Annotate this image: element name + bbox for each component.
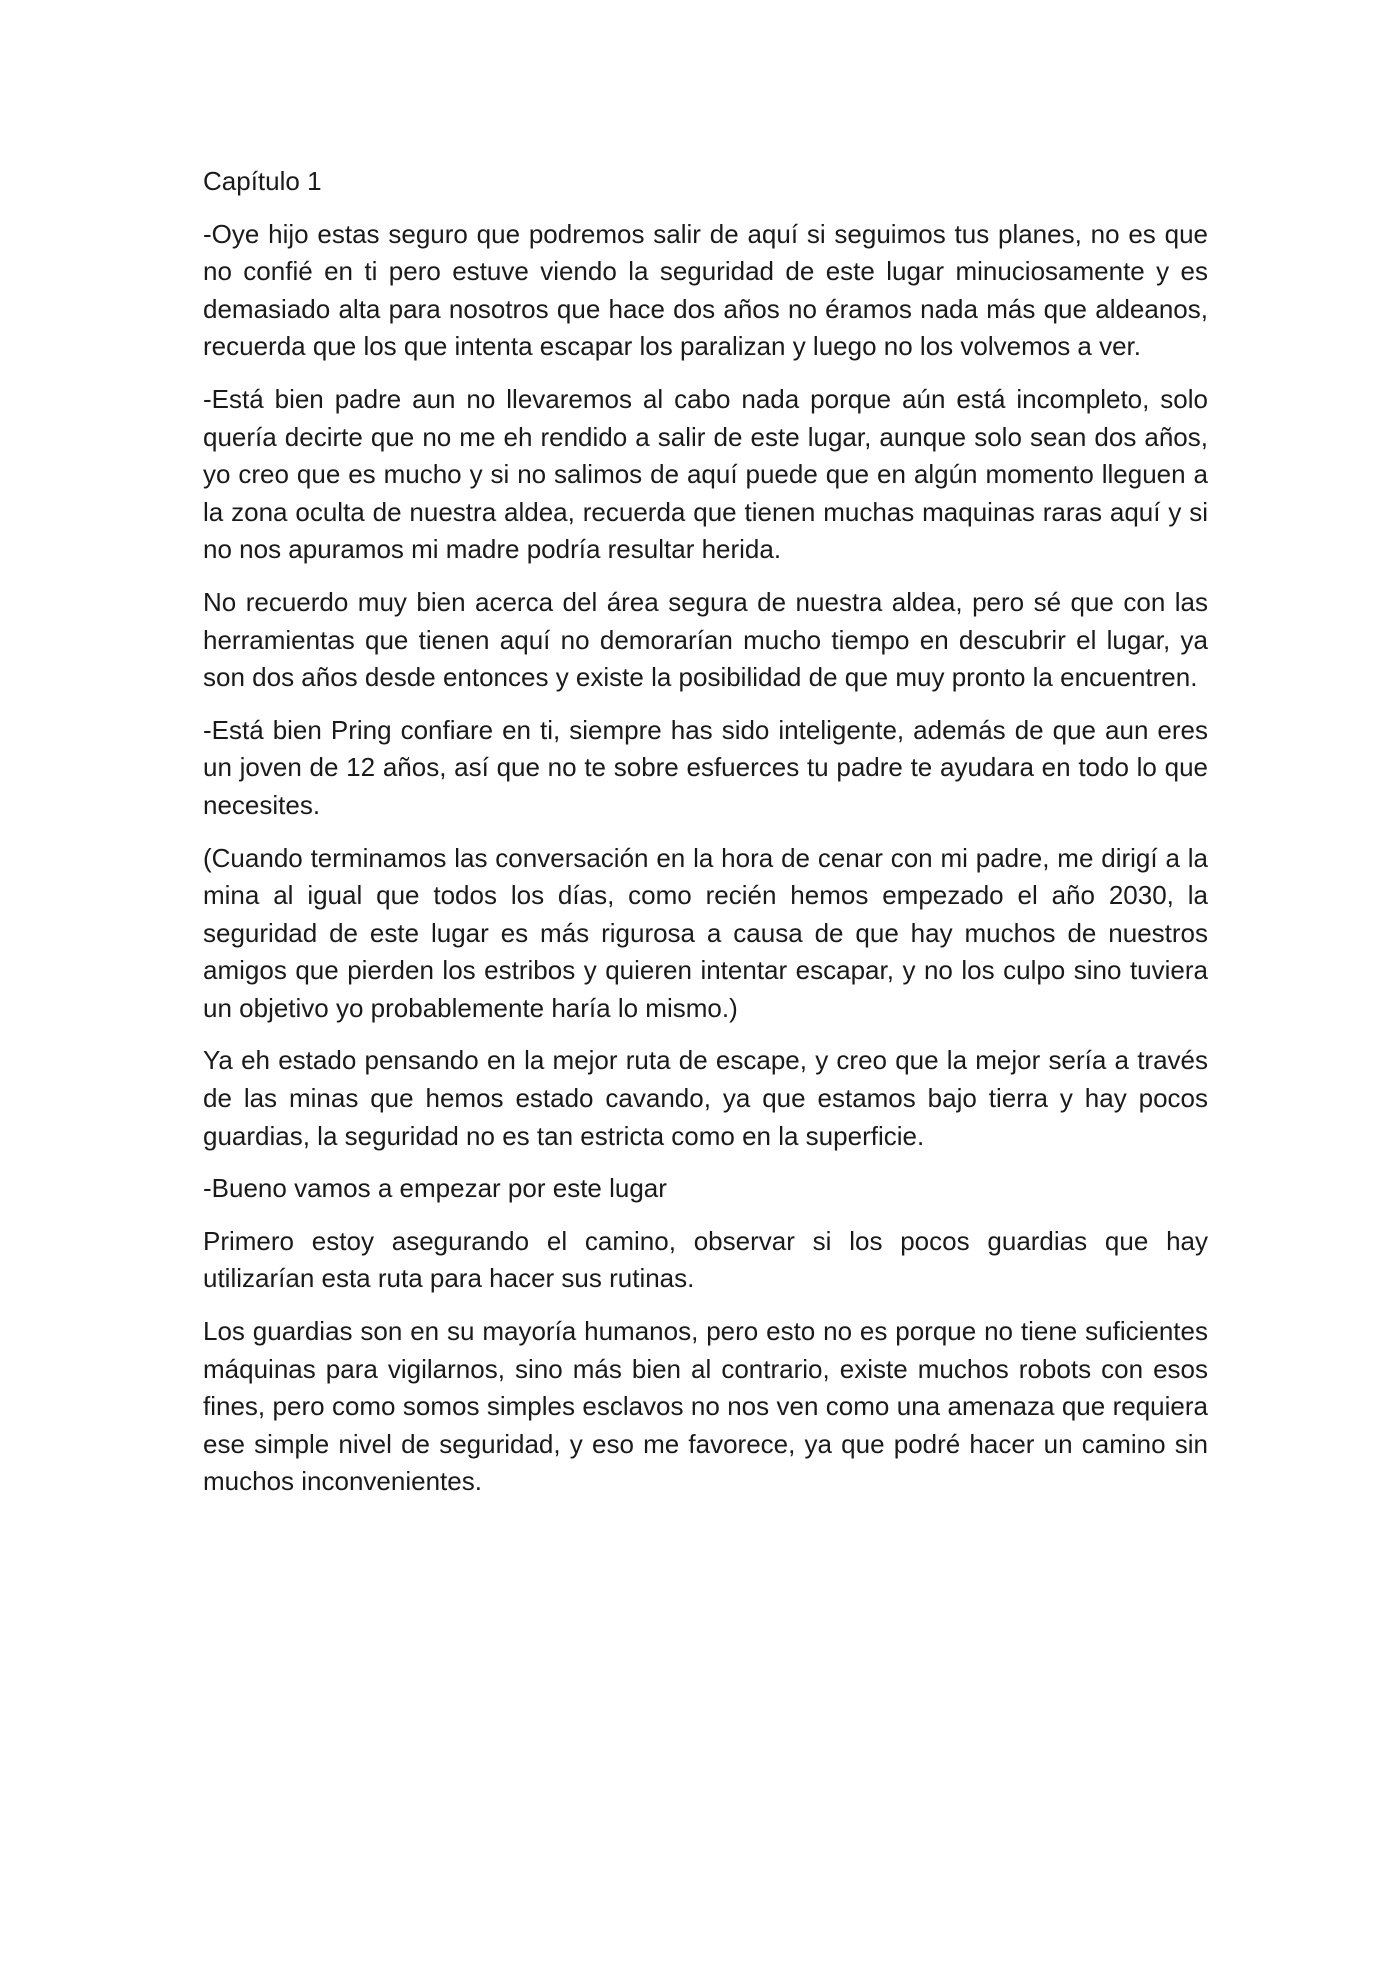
document-body [203,163,1208,1501]
paragraph-4: -Está bien Pring confiare en ti, siempre has sido inteligente, además de que aun eres un joven de 12 años, así que no te sobre esfuerces tu padre te ayudara en todo lo que necesites. [203,714,1208,820]
paragraph-9: Los guardias son en su mayoría humanos, pero esto no es porque no tiene suficientes máquinas para vigilarnos, sino más bien al contrario, existe muchos robots con esos fines, pero como somos simples esclavos no nos ven como una amenaza que requiera ese simple nivel de seguridad, y eso me favorece, ya que podré hacer un camino sin muchos inconvenientes. [203,1316,1208,1497]
paragraph-6: Ya eh estado pensando en la mejor ruta de escape, y creo que la mejor sería a través de las minas que hemos estado cavando, ya que estamos bajo tierra y hay pocos guardias, la seguridad no es tan estricta como en la superficie. [203,1045,1208,1151]
paragraph-1: -Oye hijo estas seguro que podremos salir de aquí si seguimos tus planes, no es que no confié en ti pero estuve viendo la seguridad de este lugar minuciosamente y es demasiado alta para nosotros que hace dos años no éramos nada más que aldeanos, recuerda que los que intenta escapar los paralizan y luego no los volvemos a ver. [203,218,1208,362]
paragraph-5: (Cuando terminamos las conversación en la hora de cenar con mi padre, me dirigí a la mina al igual que todos los días, como recién hemos empezado el año 2030, la seguridad de este lugar es más rigurosa a causa de que hay muchos de nuestros amigos que pierden los estribos y quieren intentar escapar, y no los culpo sino tuviera un objetivo yo probablemente haría lo mismo.) [203,842,1208,1023]
paragraph-2: -Está bien padre aun no llevaremos al cabo nada porque aún está incompleto, solo quería decirte que no me eh rendido a salir de este lugar, aunque solo sean dos años, yo creo que es mucho y si no salimos de aquí puede que en algún momento lleguen a la zona oculta de nuestra aldea, recuerda que tienen muchas maquinas raras aquí y si no nos apuramos mi madre podría resultar herida. [203,383,1208,565]
paragraph-8: Primero estoy asegurando el camino, observar si los pocos guardias que hay utilizarían esta ruta para hacer sus rutinas. [203,1225,1208,1294]
chapter-title: Capítulo 1 [203,166,322,196]
paragraph-3: No recuerdo muy bien acerca del área segura de nuestra aldea, pero sé que con las herramientas que tienen aquí no demorarían mucho tiempo en descubrir el lugar, ya son dos años desde entonces y existe la posibilidad de que muy pronto la encuentren. [203,586,1208,693]
paragraph-7: -Bueno vamos a empezar por este lugar [203,1173,667,1204]
